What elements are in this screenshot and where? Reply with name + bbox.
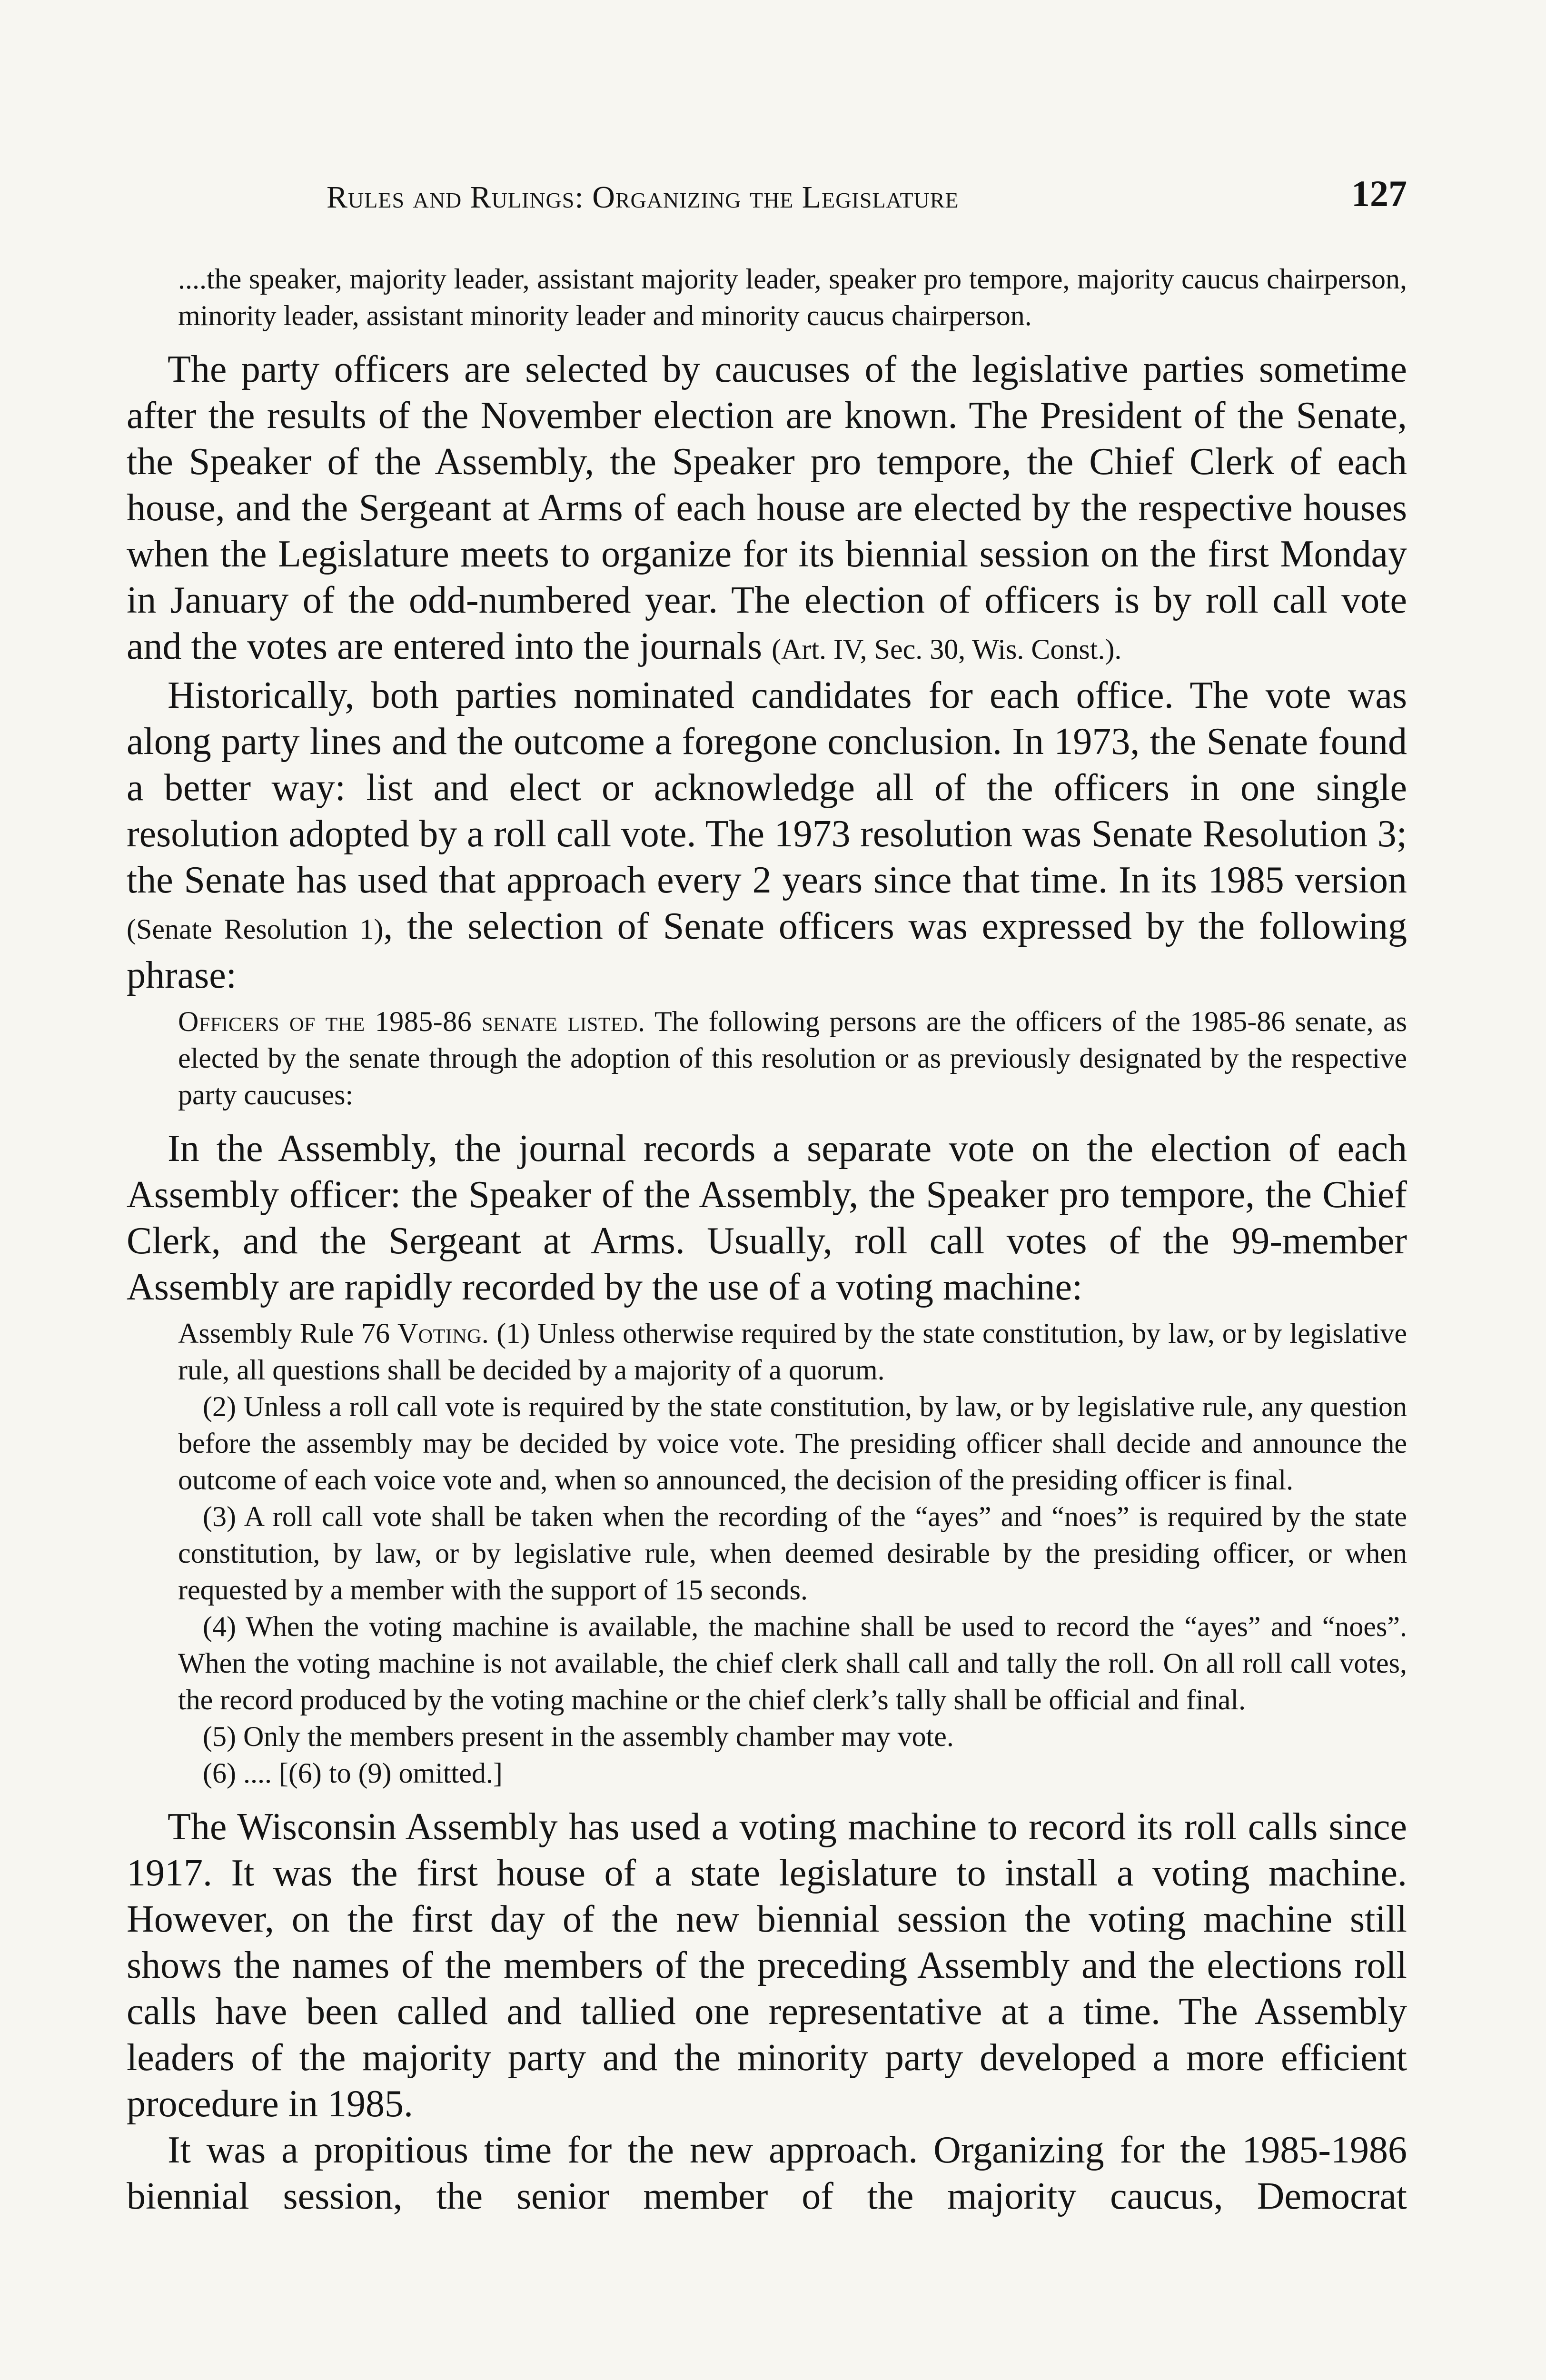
paragraph-history	[127, 673, 1407, 999]
running-head	[327, 171, 1407, 224]
body-text	[127, 261, 1407, 2220]
rule-subsection-1	[178, 1315, 1407, 1388]
rule-subsection-2: (2) Unless a roll call vote is required by the state constitution, by law, or by legislative rule, any question before the assembly may be decided by voice vote. The presiding officer shall decide and announce the outcome of each voice vote and, when so announced, the decision of the presiding officer is final.	[178, 1391, 1407, 1496]
rule-subsection-5: (5) Only the members present in the assembly chamber may vote.	[203, 1721, 954, 1752]
paragraph-history-text-end: , the selection of Senate officers was expressed by the following phrase:	[127, 905, 1407, 996]
senate-resolution-citation: (Senate Resolution 1)	[127, 913, 384, 945]
quote-senate-resolution	[178, 1003, 1407, 1113]
paragraph-officer-selection-text: The party officers are selected by caucuses of the legislative parties sometime after the results of the November election are known. The President of the Senate, the Speaker of the Assembly, the Speaker pro tempore, the Chief Clerk of each house, and the Sergeant at Arms of each house are elected by the respective houses when the Legislature meets to organize for its biennial session on the first Monday in January of the odd-numbered year. The election of officers is by roll call vote and the votes are entered into the journals	[127, 348, 1407, 667]
rule-subsection-3: (3) A roll call vote shall be taken when the recording of the “ayes” and “noes” is required by the state constitution, by law, or by legislative rule, when deemed desirable by the presiding officer, or when requested by a member with the support of 15 seconds.	[178, 1501, 1407, 1606]
quote-officers-list: ....the speaker, majority leader, assistant majority leader, speaker pro tempore, majority caucus chairperson, minority leader, assistant minority leader and minority caucus chairperson.	[178, 263, 1407, 331]
quote-senate-text: The following persons are the officers of the 1985-86 senate, as elected by the senate through the adoption of this resolution or as previously designated by the respective party caucuses:	[178, 1006, 1407, 1111]
paragraph-assembly-vote: In the Assembly, the journal records a separate vote on the election of each Assembly officer: the Speaker of the Assembly, the Speaker pro tempore, the Chief Clerk, and the Sergeant at Arms. Usually, roll call votes of the 99-member Assembly are rapidly recorded by the use of a voting machine:	[127, 1128, 1407, 1308]
assembly-rule-76	[127, 1315, 1407, 1792]
rule-subsection-4: (4) When the voting machine is available, the machine shall be used to record the “ayes” and “noes”. When the voting machine is not available, the chief clerk shall call and tally the roll. On all roll call votes, the record produced by the voting machine or the chief clerk’s tally shall be official and final.	[178, 1611, 1407, 1716]
paragraph-voting-machine: The Wisconsin Assembly has used a voting machine to record its roll calls since 1917. It was the first house of a state legislature to install a voting machine. However, on the first day of the new biennial session the voting machine still shows the names of the members of the preceding Assembly and the elections roll calls have been called and tallied one representative at a time. The Assembly leaders of the majority party and the minority party developed a more efficient procedure in 1985.	[127, 1806, 1407, 2125]
paragraph-propitious-time: It was a propitious time for the new approach. Organizing for the 1985-1986 biennial session, the senior member of the majority caucus, Democrat	[127, 2129, 1407, 2217]
page-number: 127	[1351, 173, 1407, 214]
running-title: Rules and Rulings: Organizing the Legislature	[327, 180, 959, 215]
paragraph-officer-selection	[127, 347, 1407, 673]
rule-label: Assembly Rule 76	[178, 1318, 390, 1349]
quote-senate-heading: Officers of the 1985-86 senate listed.	[178, 1006, 645, 1037]
paragraph-history-text: Historically, both parties nominated candidates for each office. The vote was along party lines and the outcome a foregone conclusion. In 1973, the Senate found a better way: list and elect or acknowledge all of the officers in one single resolution adopted by a roll call vote. The 1973 resolution was Senate Resolution 3; the Senate has used that approach every 2 years since that time. In its 1985 version	[127, 674, 1407, 901]
constitution-citation: (Art. IV, Sec. 30, Wis. Const.).	[772, 634, 1122, 665]
rule-1-text: (1) Unless otherwise required by the state constitution, by law, or by legislative rule, all questions shall be decided by a majority of a quorum.	[178, 1318, 1407, 1386]
rule-subsection-6: (6) .... [(6) to (9) omitted.]	[203, 1757, 503, 1789]
rule-heading: Voting.	[397, 1318, 489, 1349]
